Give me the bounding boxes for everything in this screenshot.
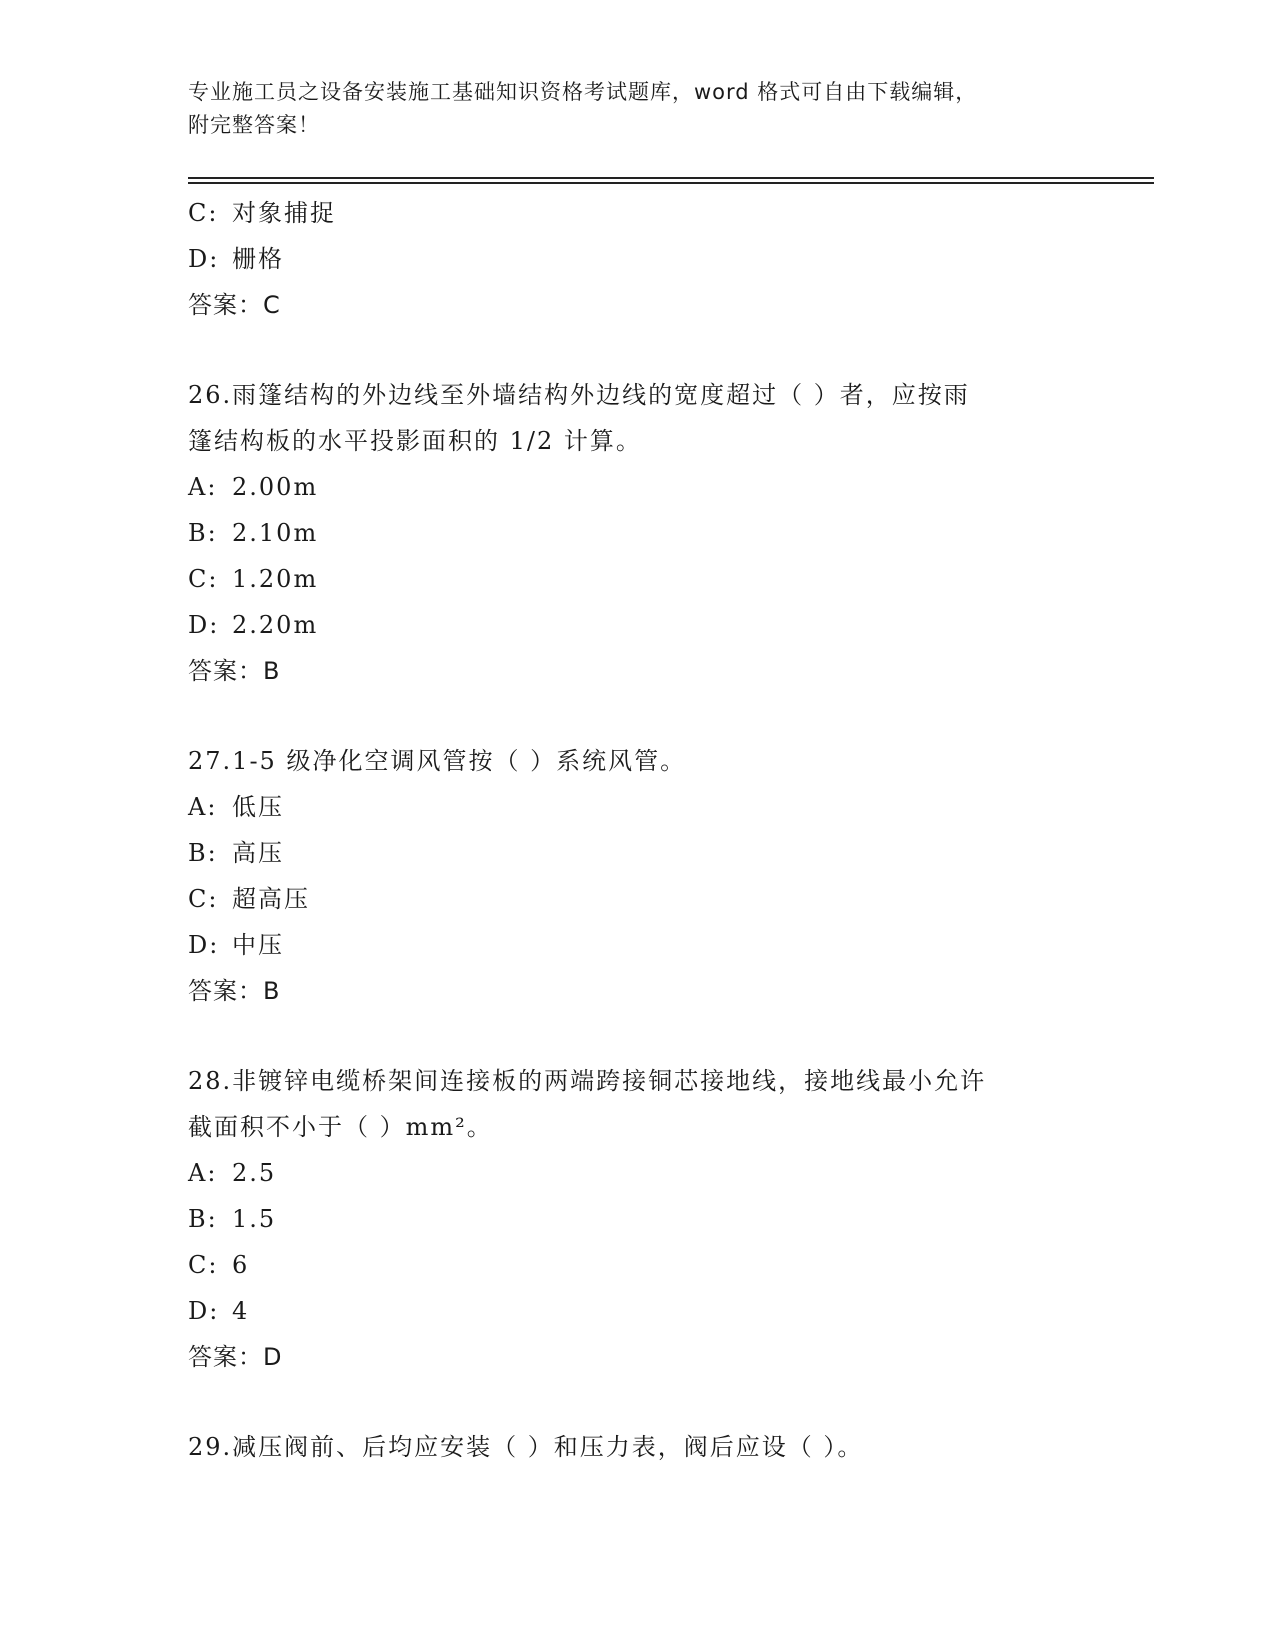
question-text-line-1: 27.1-5 级净化空调风管按（ ）系统风管。 (188, 747, 687, 775)
option-c (188, 1242, 1088, 1288)
question-text (188, 738, 1068, 784)
option-a (188, 784, 1088, 830)
option-label: D: (188, 611, 220, 639)
option-label: C: (188, 1251, 219, 1279)
option-text: 4 (232, 1297, 250, 1325)
option-label: B: (188, 839, 218, 867)
option-a (188, 464, 1088, 510)
option-text: 低压 (232, 793, 284, 821)
option-label: C: (188, 199, 219, 227)
option-text: 中压 (232, 931, 284, 959)
option-label: C: (188, 565, 219, 593)
header-divider-bottom (188, 182, 1154, 184)
spacer (188, 694, 1088, 738)
spacer (188, 1014, 1088, 1058)
option-label: D: (188, 931, 220, 959)
question-26 (188, 372, 1088, 694)
question-29 (188, 1424, 1088, 1470)
option-text: 2.20m (232, 611, 319, 639)
question-text-line-2: 截面积不小于（ ）mm²。 (188, 1113, 493, 1141)
option-b (188, 830, 1088, 876)
option-text: 1.5 (232, 1205, 277, 1233)
answer: 答案：C (188, 291, 281, 319)
option-c (188, 190, 1088, 236)
option-label: B: (188, 1205, 218, 1233)
option-text: 对象捕捉 (232, 199, 336, 227)
question-text-line-2: 篷结构板的水平投影面积的 1/2 计算。 (188, 427, 642, 455)
option-text: 2.5 (232, 1159, 277, 1187)
question-text (188, 1058, 1068, 1150)
answer: 答案：B (188, 657, 281, 685)
option-text: 高压 (232, 839, 284, 867)
answer: 答案：D (188, 1343, 283, 1371)
spacer (188, 328, 1088, 372)
option-text: 2.10m (232, 519, 319, 547)
question-text (188, 372, 1068, 464)
option-text: 6 (232, 1251, 250, 1279)
option-label: A: (188, 473, 218, 501)
document-header (188, 76, 1068, 142)
option-label: A: (188, 793, 218, 821)
option-text: 栅格 (232, 245, 284, 273)
option-d (188, 602, 1088, 648)
option-text: 超高压 (232, 885, 310, 913)
option-label: B: (188, 519, 218, 547)
option-label: C: (188, 885, 219, 913)
header-line-2: 附完整答案！ (188, 113, 320, 137)
option-b (188, 510, 1088, 556)
header-line-1: 专业施工员之设备安装施工基础知识资格考试题库，word 格式可自由下载编辑， (188, 80, 978, 104)
header-divider-top (188, 177, 1154, 179)
option-label: D: (188, 1297, 220, 1325)
option-text: 2.00m (232, 473, 319, 501)
question-27 (188, 738, 1088, 1014)
option-text: 1.20m (232, 565, 319, 593)
option-d (188, 236, 1088, 282)
question-text-line-1: 26.雨篷结构的外边线至外墙结构外边线的宽度超过（ ）者，应按雨 (188, 381, 970, 409)
question-25-tail (188, 190, 1088, 328)
question-text-line-1: 28.非镀锌电缆桥架间连接板的两端跨接铜芯接地线，接地线最小允许 (188, 1067, 987, 1095)
question-text (188, 1424, 1068, 1470)
spacer (188, 1380, 1088, 1424)
option-c (188, 876, 1088, 922)
option-d (188, 922, 1088, 968)
question-text-line-1: 29.减压阀前、后均应安装（ ）和压力表，阀后应设（ ）。 (188, 1433, 864, 1461)
option-c (188, 556, 1088, 602)
option-b (188, 1196, 1088, 1242)
option-a (188, 1150, 1088, 1196)
option-label: A: (188, 1159, 218, 1187)
option-d (188, 1288, 1088, 1334)
question-28 (188, 1058, 1088, 1380)
document-body (188, 190, 1088, 1470)
option-label: D: (188, 245, 220, 273)
answer: 答案：B (188, 977, 281, 1005)
